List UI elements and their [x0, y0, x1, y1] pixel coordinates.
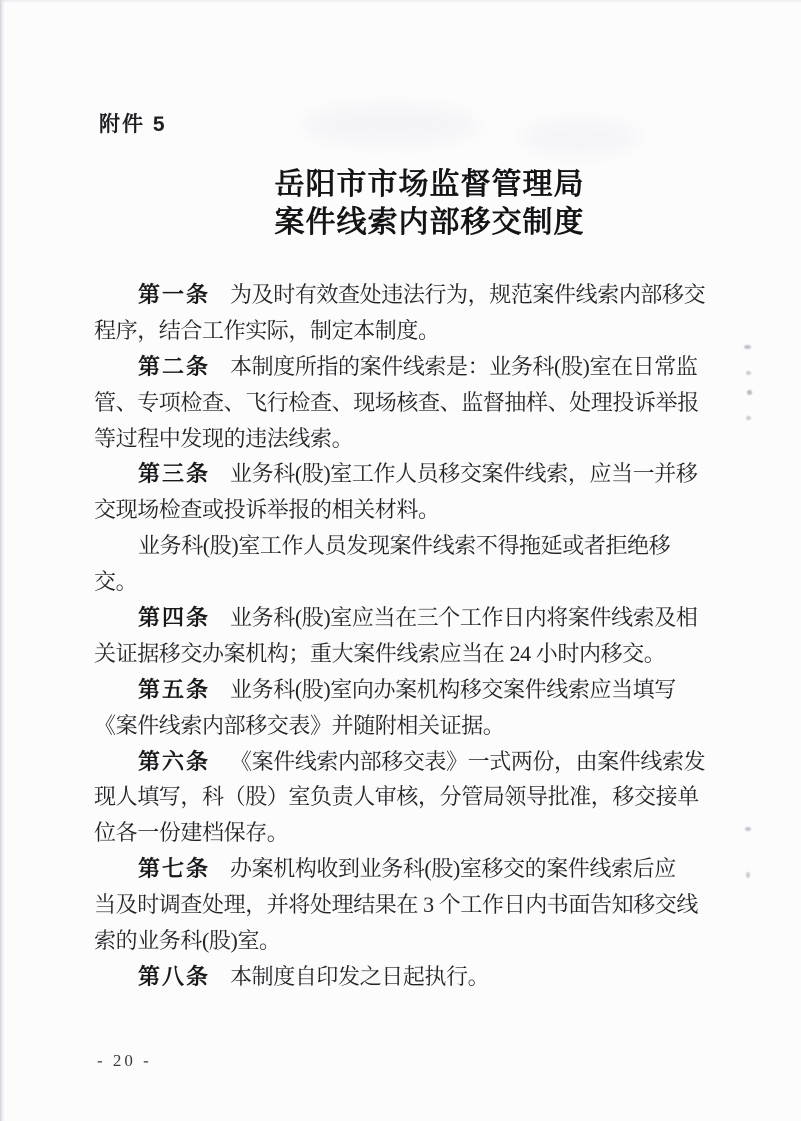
body-line-text: 《案件线索内部移交表》一式两份，由案件线索发	[230, 748, 706, 774]
body-line	[94, 851, 734, 887]
body-line-text: 业务科(股)室工作人员发现案件线索不得拖延或者拒绝移	[138, 533, 671, 559]
body-line	[94, 492, 734, 528]
body-line-text: 关证据移交办案机构；重大案件线索应当在 24 小时内移交。	[94, 640, 666, 666]
body-line	[94, 564, 734, 600]
scan-speck	[746, 416, 751, 420]
article-number-label: 第七条	[138, 856, 211, 882]
body-line-text: 当及时调查处理，并将处理结果在 3 个工作日内书面告知移交线	[94, 892, 699, 918]
body-line	[94, 744, 734, 780]
scan-speck	[747, 390, 752, 395]
article-number-label: 第八条	[138, 963, 211, 989]
body-line	[94, 815, 734, 851]
body-line-text: 现人填写，科（股）室负责人审核，分管局领导批准，移交接单	[94, 784, 699, 810]
body-line-text: 交。	[94, 569, 138, 595]
scan-speck	[745, 827, 751, 831]
body-line	[94, 385, 734, 421]
page-top-edge-shadow	[0, 0, 801, 3]
document-body	[94, 277, 734, 995]
body-line	[94, 708, 734, 744]
body-line-text: 交现场检查或投诉举报的相关材料。	[94, 497, 440, 523]
scan-ghost-smudge	[300, 105, 480, 145]
body-line-text: 等过程中发现的违法线索。	[94, 425, 354, 451]
body-line	[94, 277, 734, 313]
document-title-line1: 岳阳市市场监督管理局	[274, 168, 585, 201]
article-number-label: 第三条	[138, 461, 211, 487]
article-number-label: 第五条	[138, 676, 211, 702]
document-title-line2: 案件线索内部移交制度	[274, 206, 585, 239]
body-line-text: 业务科(股)室工作人员移交案件线索，应当一并移	[230, 461, 698, 487]
body-line	[94, 636, 734, 672]
page-left-edge-shadow	[0, 0, 5, 1121]
body-line	[94, 887, 734, 923]
body-line	[94, 421, 734, 457]
body-line-text: 业务科(股)室向办案机构移交案件线索应当填写	[230, 676, 676, 702]
body-line	[94, 779, 734, 815]
body-line-text: 为及时有效查处违法行为，规范案件线索内部移交	[230, 282, 706, 307]
body-line-text: 程序，结合工作实际，制定本制度。	[94, 317, 440, 343]
article-number-label: 第六条	[138, 748, 211, 774]
scan-speck	[746, 872, 750, 878]
body-line-text: 办案机构收到业务科(股)室移交的案件线索后应	[230, 856, 676, 882]
body-line-text: 索的业务科(股)室。	[94, 928, 281, 954]
body-line-text: 位各一份建档保存。	[94, 820, 289, 846]
body-line-text: 管、专项检查、飞行检查、现场核查、监督抽样、处理投诉举报	[94, 389, 699, 415]
scan-ghost-smudge	[520, 120, 640, 155]
body-line	[94, 672, 734, 708]
body-line	[94, 456, 734, 492]
body-line	[94, 528, 734, 564]
page-number: - 20 -	[97, 1051, 152, 1070]
body-line-text: 本制度所指的案件线索是：业务科(股)室在日常监	[230, 353, 698, 379]
scan-speck	[744, 345, 751, 349]
body-line-text: 《案件线索内部移交表》并随附相关证据。	[94, 712, 505, 738]
article-number-label: 第一条	[138, 282, 211, 307]
attachment-label: 附件 5	[99, 113, 167, 136]
body-line	[94, 313, 734, 349]
scan-speck	[746, 371, 751, 375]
body-line	[94, 349, 734, 385]
body-line	[94, 600, 734, 636]
body-line	[94, 923, 734, 959]
body-line-text: 业务科(股)室应当在三个工作日内将案件线索及相	[230, 605, 698, 631]
article-number-label: 第二条	[138, 353, 211, 379]
article-number-label: 第四条	[138, 605, 211, 631]
body-line-text: 本制度自印发之日起执行。	[230, 963, 490, 989]
body-line	[94, 959, 734, 995]
document-title	[29, 166, 801, 242]
